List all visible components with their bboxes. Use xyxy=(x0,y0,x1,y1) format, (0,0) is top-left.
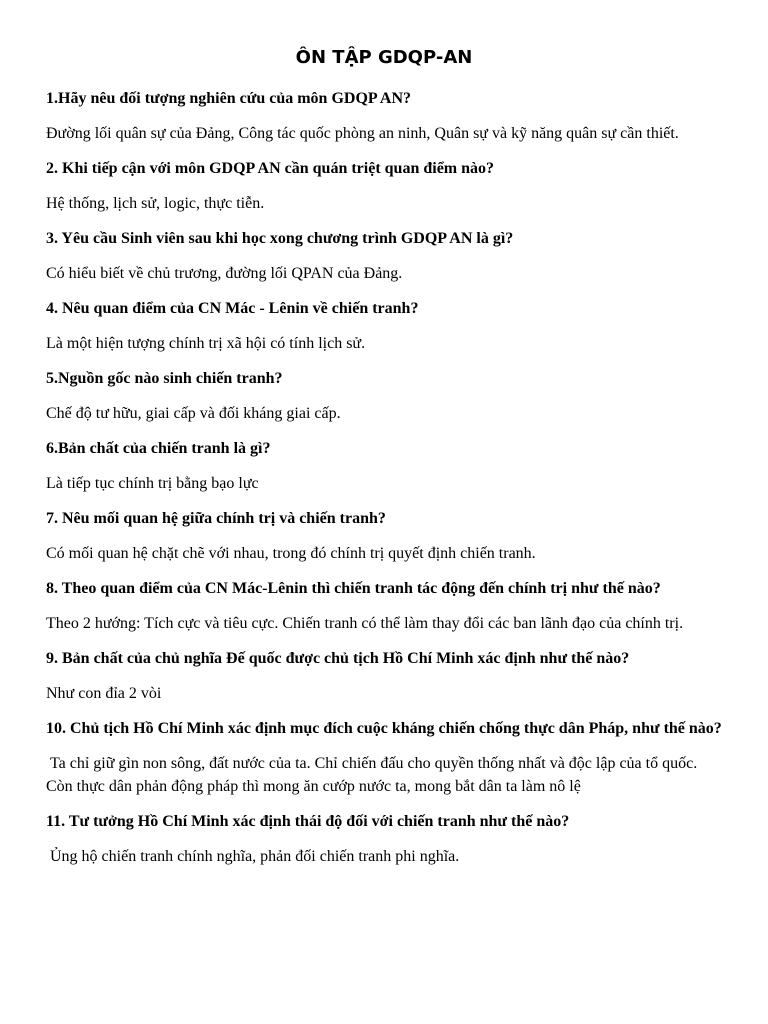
answer-4: Là một hiện tượng chính trị xã hội có tính lịch sử. xyxy=(46,335,366,352)
question-6: 6.Bản chất của chiến tranh là gì? xyxy=(46,440,271,457)
question-11: 11. Tư tưởng Hồ Chí Minh xác định thái độ đối với chiến tranh như thế nào? xyxy=(46,813,570,830)
answer-9: Như con đỉa 2 vòi xyxy=(46,685,162,702)
question-7: 7. Nêu mối quan hệ giữa chính trị và chiến tranh? xyxy=(46,510,386,527)
question-10: 10. Chủ tịch Hồ Chí Minh xác định mục đích cuộc kháng chiến chống thực dân Pháp, như thế nào? xyxy=(46,720,722,737)
question-8: 8. Theo quan điểm của CN Mác-Lênin thì chiến tranh tác động đến chính trị như thế nào? xyxy=(46,580,661,597)
answer-5: Chế độ tư hữu, giai cấp và đối kháng giai cấp. xyxy=(46,405,341,422)
question-9: 9. Bản chất của chủ nghĩa Đế quốc được chủ tịch Hồ Chí Minh xác định như thế nào? xyxy=(46,650,630,667)
question-2: 2. Khi tiếp cận với môn GDQP AN cần quán triệt quan điểm nào? xyxy=(46,160,495,177)
answer-1: Đường lối quân sự của Đảng, Công tác quốc phòng an ninh, Quân sự và kỹ năng quân sự cần thiết. xyxy=(46,125,679,142)
qa-item-4 xyxy=(46,297,722,355)
qa-item-6 xyxy=(46,437,722,495)
qa-item-11 xyxy=(46,810,722,868)
page-title: ÔN TẬP GDQP-AN xyxy=(295,47,473,68)
qa-item-7 xyxy=(46,507,722,565)
qa-item-3 xyxy=(46,227,722,285)
question-5: 5.Nguồn gốc nào sinh chiến tranh? xyxy=(46,370,283,387)
qa-item-10 xyxy=(46,717,722,798)
qa-item-9 xyxy=(46,647,722,705)
answer-10: Ta chỉ giữ gìn non sông, đất nước của ta. Chỉ chiến đấu cho quyền thống nhất và độc lập của tổ quốc. Còn thực dân phản động pháp thì mong ăn cướp nước ta, mong bắt dân ta làm nô lệ xyxy=(46,755,702,795)
answer-3: Có hiểu biết về chủ trương, đường lối QPAN của Đảng. xyxy=(46,265,403,282)
answer-7: Có mối quan hệ chặt chẽ với nhau, trong đó chính trị quyết định chiến tranh. xyxy=(46,545,536,562)
qa-item-5 xyxy=(46,367,722,425)
qa-item-8 xyxy=(46,577,722,635)
answer-6: Là tiếp tục chính trị bằng bạo lực xyxy=(46,475,259,492)
question-1: 1.Hãy nêu đối tượng nghiên cứu của môn GDQP AN? xyxy=(46,90,412,107)
question-3: 3. Yêu cầu Sinh viên sau khi học xong chương trình GDQP AN là gì? xyxy=(46,230,514,247)
qa-item-1 xyxy=(46,87,722,145)
question-4: 4. Nêu quan điểm của CN Mác - Lênin về chiến tranh? xyxy=(46,300,419,317)
answer-2: Hệ thống, lịch sử, logic, thực tiễn. xyxy=(46,195,265,212)
answer-8: Theo 2 hướng: Tích cực và tiêu cực. Chiến tranh có thể làm thay đổi các ban lãnh đạo của chính trị. xyxy=(46,615,684,632)
qa-item-2 xyxy=(46,157,722,215)
answer-11: Ủng hộ chiến tranh chính nghĩa, phản đối chiến tranh phi nghĩa. xyxy=(46,848,460,865)
